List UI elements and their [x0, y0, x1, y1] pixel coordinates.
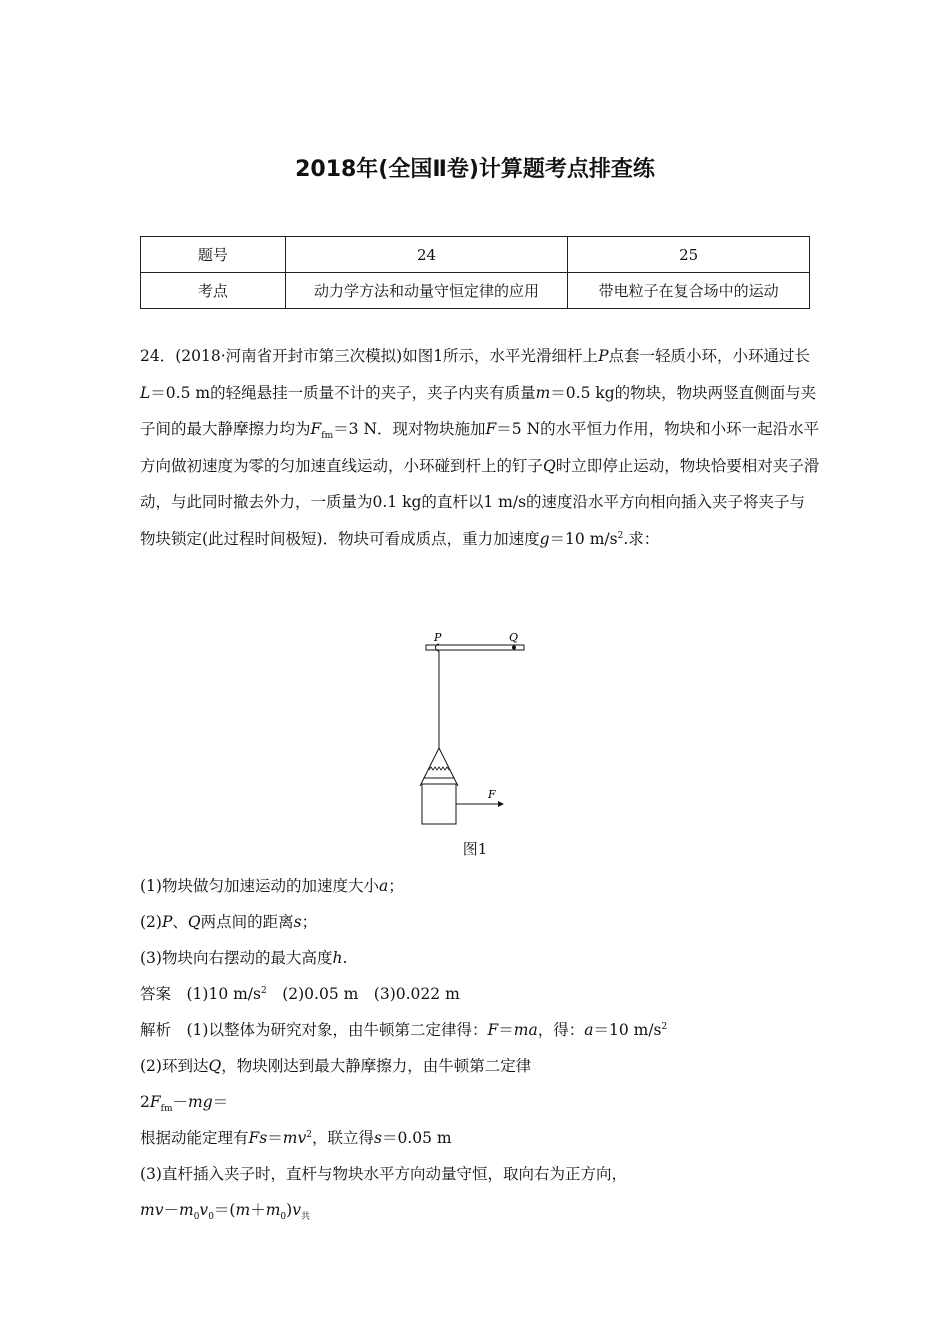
table-cell: 带电粒子在复合场中的运动	[568, 273, 810, 309]
horizontal-rod	[426, 645, 524, 650]
block	[422, 784, 456, 824]
table-row	[141, 237, 810, 273]
page-title: 2018年(全国Ⅱ卷)计算题考点排查练	[295, 157, 655, 182]
question-1: (1)物块做匀加速运动的加速度大小a；	[140, 877, 404, 895]
analysis-line-6: $mv-m_0v_0=(m+m_0)v_共$	[140, 1201, 310, 1223]
clamp	[424, 748, 454, 778]
table-cell: 25	[568, 237, 810, 273]
table-cell: 题号	[141, 237, 286, 273]
table-cell: 动力学方法和动量守恒定律的应用	[285, 273, 568, 309]
label-Q: Q	[509, 631, 519, 644]
analysis-line-5: (3)直杆插入夹子时，直杆与物块水平方向动量守恒，取向右为正方向，	[140, 1165, 627, 1183]
force-arrowhead	[498, 801, 504, 807]
nail-Q	[512, 646, 516, 650]
label-F: F	[488, 788, 496, 801]
table-cell: 考点	[141, 273, 286, 309]
problem-statement: 24．(2018·河南省开封市第三次模拟)如图1所示，水平光滑细杆上P点套一轻质小环，小环通过长L＝0.5 m的轻绳悬挂一质量不计的夹子，夹子内夹有质量m＝0.5 kg的物块，物块两竖直侧面与夹子间的最大静摩擦力均为$F_{fm}=3$ N．现对物块施加F＝5 N的水平恒力作用，物块和小环一起沿水平方向做初速度为零的匀加速直线运动，小环碰到杆上的钉子Q时立即停止运动，物块恰要相对夹子滑动，与此同时撤去外力，一质量为0.1 kg的直杆以1 m/s的速度沿水平方向相向插入夹子将夹子与物块锁定(此过程时间极短)．物块可看成质点，重力加速度g＝10 $m/s^2$.求：	[140, 347, 820, 548]
table-cell: 24	[285, 237, 568, 273]
question-2: (2)P、Q两点间的距离s；	[140, 913, 318, 931]
figure-1-diagram	[418, 628, 534, 828]
analysis-line-4: 根据动能定理有$Fs=mv^2$，联立得s＝0.05 m	[140, 1129, 452, 1147]
table-row	[141, 273, 810, 309]
answer-line: 答案 (1)10 $m/s^2$ (2)0.05 m (3)0.022 m	[140, 985, 460, 1003]
figure-caption: 图1	[462, 840, 488, 858]
analysis-line-3: $2F_{fm}-mg=$	[140, 1093, 229, 1115]
analysis-line-1: 解析 (1)以整体为研究对象，由牛顿第二定律得：F＝ma，得：a＝10 $m/s^2$	[140, 1021, 668, 1039]
label-P: P	[434, 631, 442, 644]
topic-table	[140, 236, 810, 309]
analysis-line-2: (2)环到达Q，物块刚达到最大静摩擦力，由牛顿第二定律	[140, 1057, 532, 1075]
question-3: (3)物块向右摆动的最大高度h.	[140, 949, 348, 967]
